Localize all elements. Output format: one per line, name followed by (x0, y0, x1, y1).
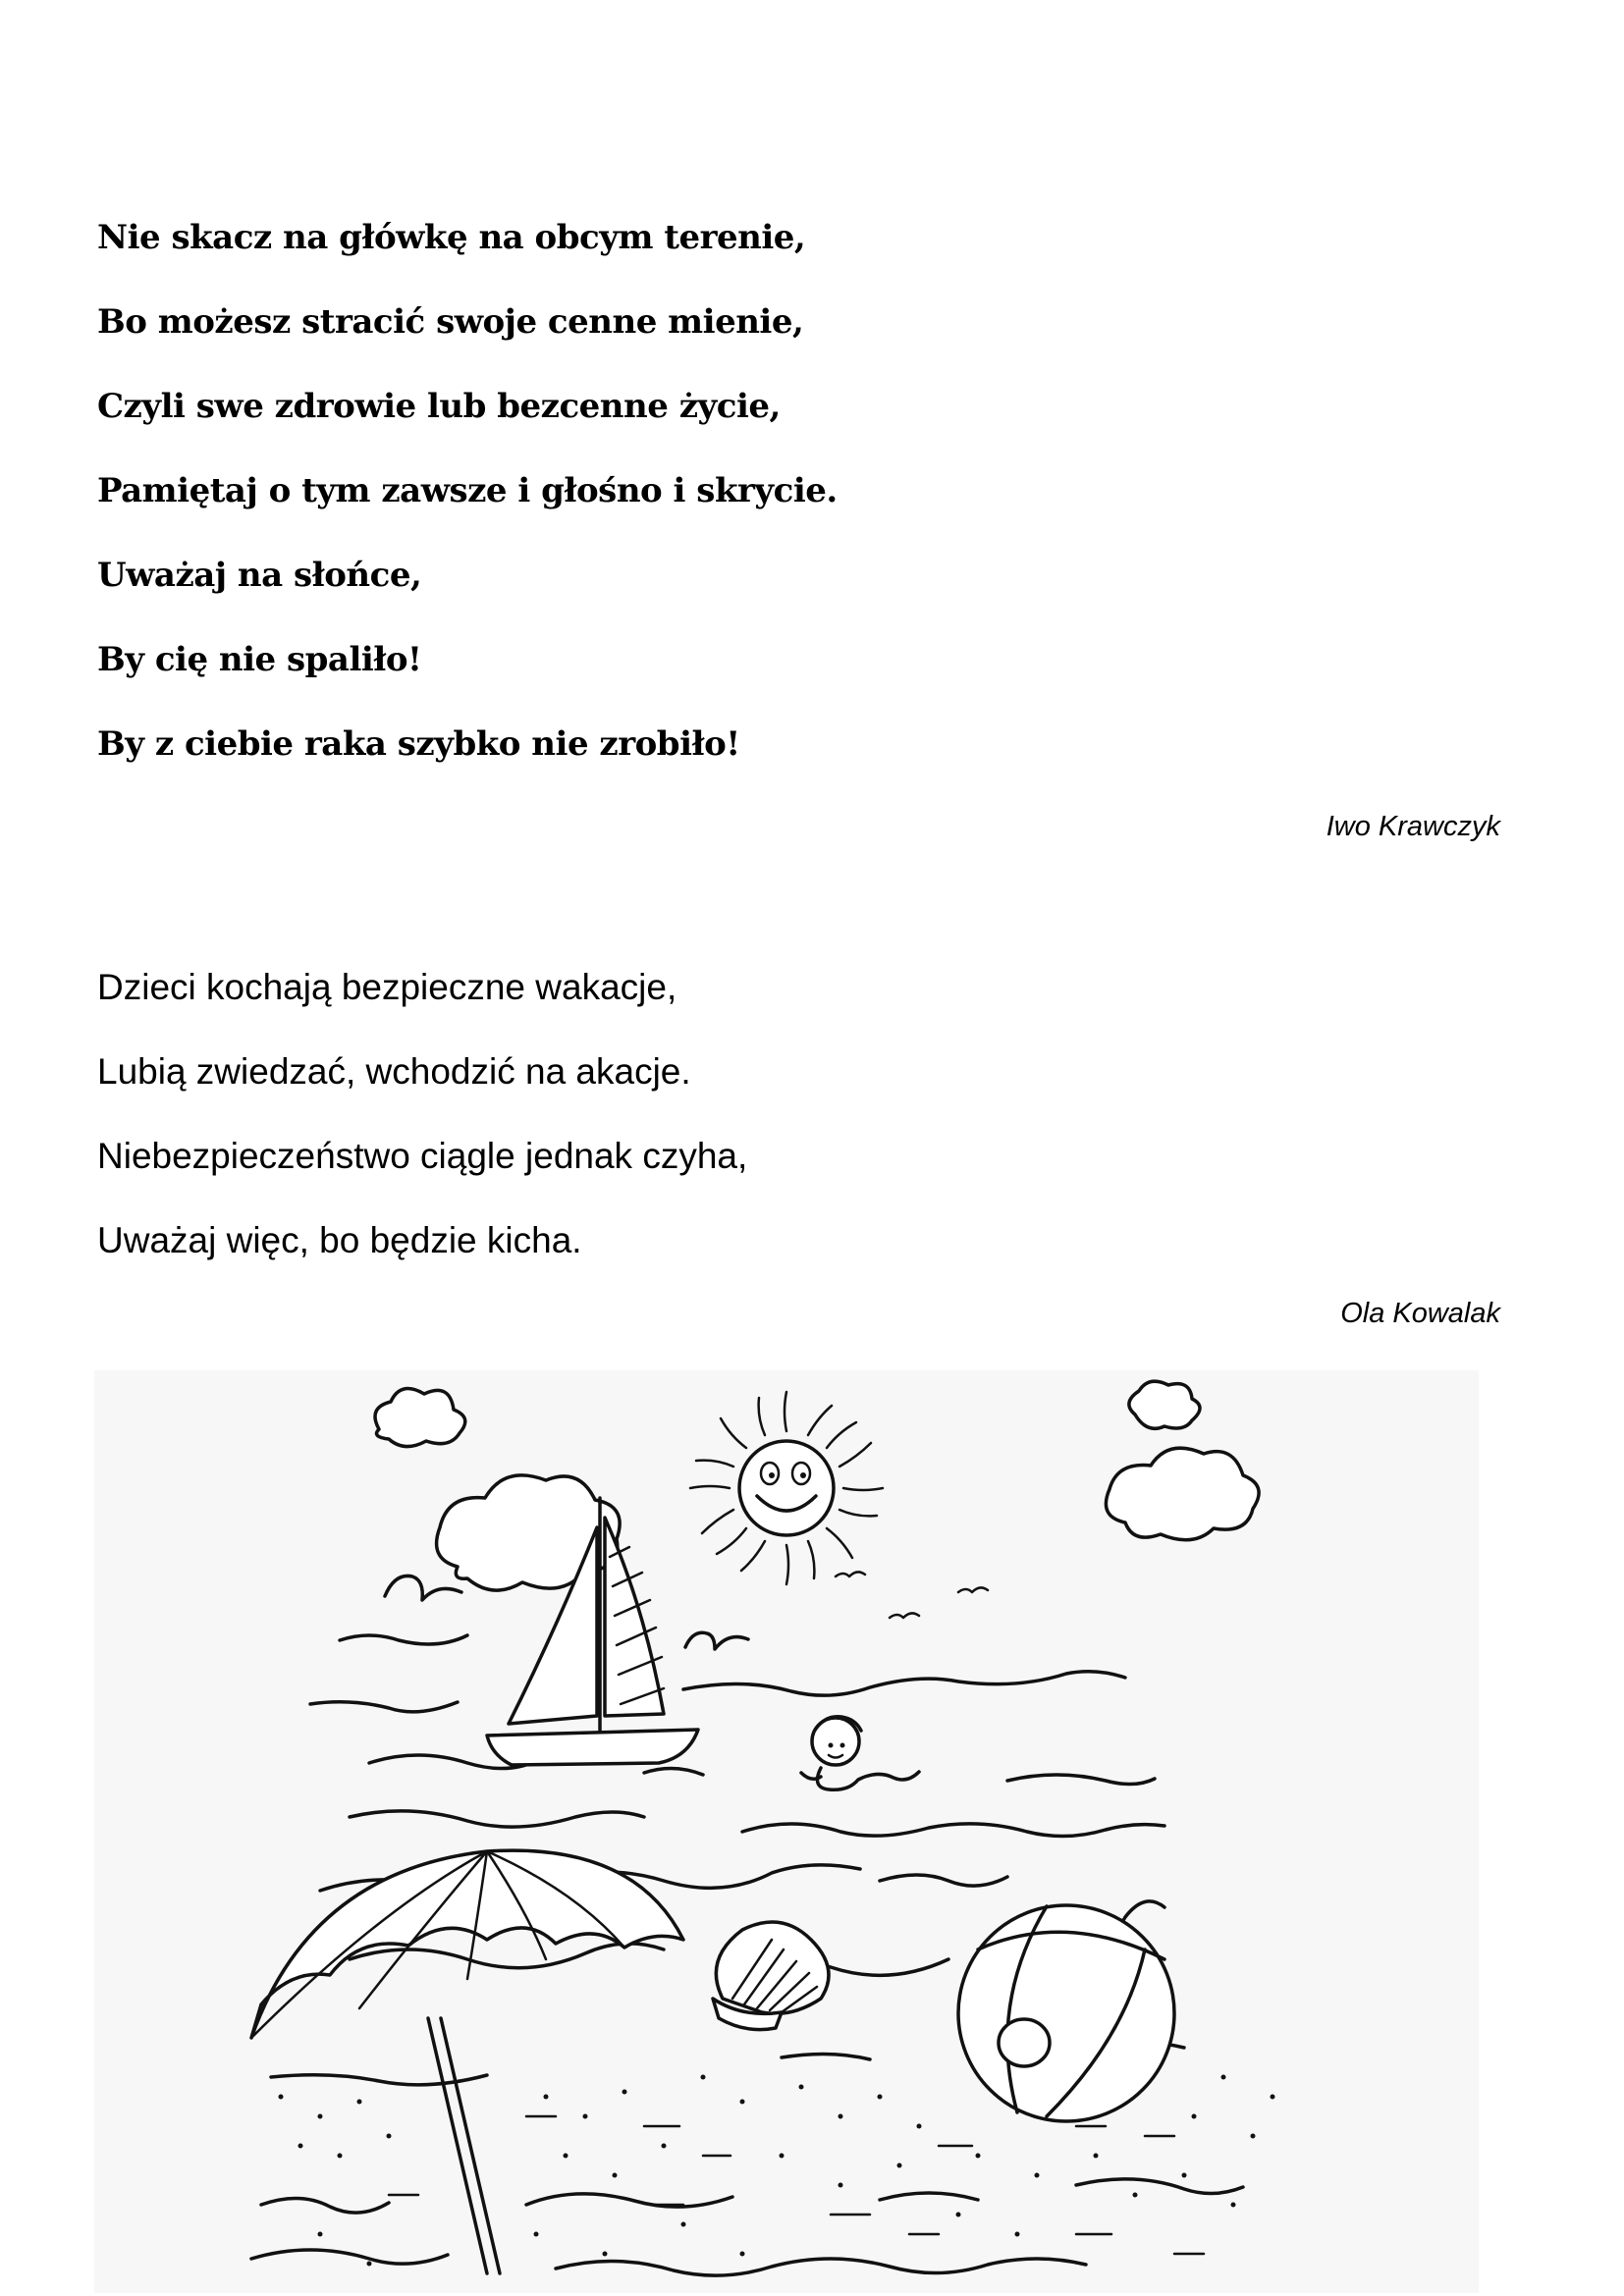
poem-safety-swimming (97, 195, 838, 786)
poem-line: Nie skacz na główkę na obcym terenie, (97, 218, 806, 257)
poem-line: Czyli swe zdrowie lub bezcenne życie, (97, 387, 781, 426)
poem-line: Uważaj na słońce, (97, 556, 422, 595)
beach-coloring-illustration (94, 1370, 1479, 2293)
seagull-icon (836, 1572, 988, 1618)
poem-line: By z ciebie raka szybko nie zrobiło! (97, 724, 740, 764)
poem-safe-holidays (97, 945, 747, 1283)
poem-line: Dzieci kochają bezpieczne wakacje, (97, 967, 677, 1007)
sun-icon (690, 1392, 883, 1584)
seagull-icon (685, 1632, 748, 1649)
poem-author: Ola Kowalak (1340, 1298, 1500, 1329)
cloud-icon (1106, 1448, 1259, 1540)
poem-author: Iwo Krawczyk (1326, 811, 1500, 842)
poem-line: By cię nie spaliło! (97, 640, 422, 679)
cloud-icon (1129, 1381, 1200, 1428)
poem-line: Bo możesz stracić swoje cenne mienie, (97, 302, 804, 342)
poem-line: Pamiętaj o tym zawsze i głośno i skrycie. (97, 471, 838, 510)
beach-ball-icon (958, 1905, 1174, 2121)
cloud-icon (375, 1389, 465, 1447)
poem-line: Lubią zwiedzać, wchodzić na akacje. (97, 1051, 691, 1092)
swimmer-icon (801, 1717, 919, 1790)
seagull-icon (385, 1575, 461, 1600)
beach-scene (94, 1370, 1479, 2293)
beach-umbrella-icon (251, 1850, 683, 2273)
poem-line: Niebezpieczeństwo ciągle jednak czyha, (97, 1136, 748, 1176)
poem-line: Uważaj więc, bo będzie kicha. (97, 1220, 582, 1260)
seashell-icon (713, 1922, 829, 2030)
